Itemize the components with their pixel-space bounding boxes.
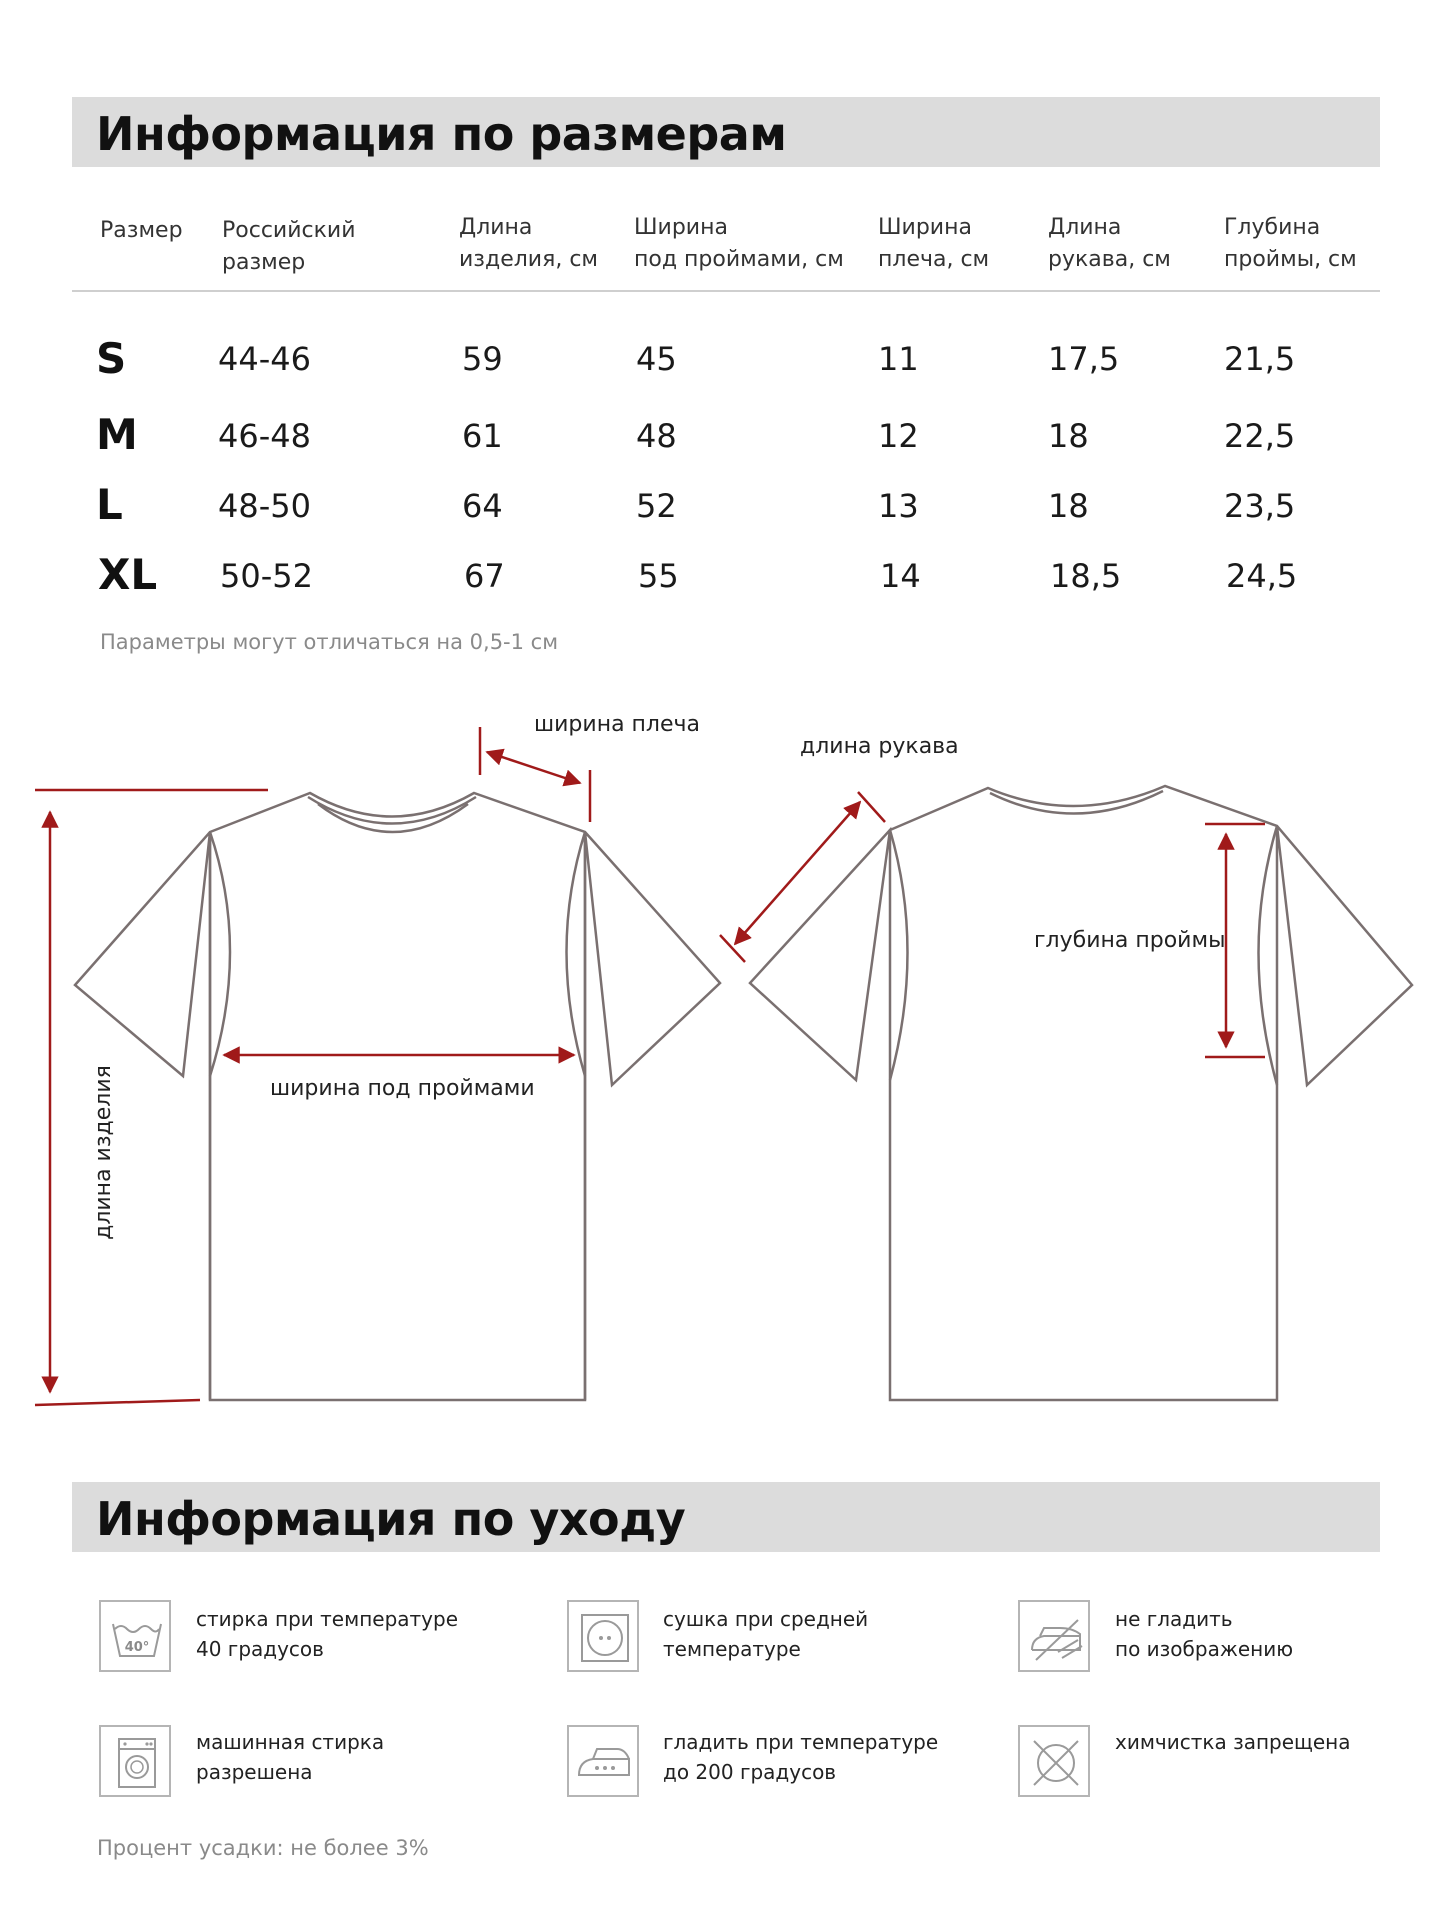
sleeve-value: 18,5 <box>1050 557 1122 595</box>
armhole-value: 22,5 <box>1224 417 1296 455</box>
no-iron-print-icon <box>1018 1600 1090 1672</box>
care-info-header <box>72 1482 1380 1552</box>
length-value: 59 <box>462 340 503 378</box>
header-length: Длина изделия, см <box>459 215 599 272</box>
back-tshirt-outline <box>750 786 1412 1400</box>
length-value: 64 <box>462 487 503 525</box>
size-info-header <box>72 97 1380 167</box>
ru-size-value: 48-50 <box>218 487 311 525</box>
header-shoulder: Ширина плеча, см <box>878 215 990 272</box>
underarm-width-label: ширина под проймами <box>270 1076 535 1101</box>
armhole-value: 24,5 <box>1226 557 1298 595</box>
care-text: сушка при средней температуре <box>663 1607 869 1661</box>
care-text: гладить при температуре до 200 градусов <box>663 1730 939 1784</box>
care-text: не гладить по изображению <box>1115 1607 1294 1661</box>
garment-length-label: длина изделия <box>90 1065 116 1240</box>
tshirt-diagram <box>0 700 1440 1420</box>
shrinkage-note: Процент усадки: не более 3% <box>97 1836 429 1860</box>
sleeve-length-label: длина рукава <box>800 734 959 759</box>
shoulder-value: 12 <box>878 417 919 455</box>
shoulder-value: 11 <box>878 340 919 378</box>
care-text: химчистка запрещена <box>1115 1730 1351 1754</box>
armhole-value: 21,5 <box>1224 340 1296 378</box>
header-armhole: Глубина проймы, см <box>1224 215 1357 272</box>
size-label: S <box>96 334 127 383</box>
header-ru-size: Российский размер <box>222 218 356 275</box>
length-value: 67 <box>464 557 505 595</box>
tshirt-diagram-svg <box>0 700 1440 1420</box>
washing-machine-icon <box>99 1725 171 1797</box>
shoulder-arrow <box>487 752 580 783</box>
width-value: 52 <box>636 487 677 525</box>
shoulder-value: 14 <box>880 557 921 595</box>
sleeve-top-tick <box>858 792 885 822</box>
shoulder-width-label: ширина плеча <box>534 712 701 737</box>
armhole-value: 23,5 <box>1224 487 1296 525</box>
width-value: 45 <box>636 340 677 378</box>
sleeve-value: 17,5 <box>1048 340 1120 378</box>
iron-200-icon <box>567 1725 639 1797</box>
care-text: стирка при температуре 40 градусов <box>196 1607 459 1661</box>
wash-temp-text: 40° <box>124 1640 150 1655</box>
no-dry-clean-icon <box>1018 1725 1090 1797</box>
care-info-title: Информация по уходу <box>96 1492 686 1546</box>
shoulder-value: 13 <box>878 487 919 525</box>
ru-size-value: 46-48 <box>218 417 311 455</box>
sleeve-bottom-tick <box>720 935 745 962</box>
width-value: 48 <box>636 417 677 455</box>
size-label: M <box>96 410 138 459</box>
header-sleeve: Длина рукава, см <box>1048 215 1171 272</box>
care-text: машинная стирка разрешена <box>196 1730 385 1784</box>
size-label: L <box>96 480 123 529</box>
tumble-dry-medium-icon <box>567 1600 639 1672</box>
sleeve-arrow <box>735 802 860 944</box>
header-size: Размер <box>100 218 183 243</box>
sleeve-value: 18 <box>1048 417 1089 455</box>
ru-size-value: 50-52 <box>220 557 313 595</box>
length-value: 61 <box>462 417 503 455</box>
size-label: XL <box>98 550 158 599</box>
sleeve-value: 18 <box>1048 487 1089 525</box>
armhole-depth-label: глубина проймы <box>1034 928 1226 953</box>
ru-size-value: 44-46 <box>218 340 311 378</box>
header-width: Ширина под проймами, см <box>634 215 844 272</box>
length-bottom-tick <box>35 1400 200 1405</box>
size-note: Параметры могут отличаться на 0,5-1 см <box>100 630 559 654</box>
wash-40-icon <box>99 1600 171 1672</box>
header-divider <box>72 290 1380 292</box>
size-info-title: Информация по размерам <box>96 107 787 161</box>
width-value: 55 <box>638 557 679 595</box>
